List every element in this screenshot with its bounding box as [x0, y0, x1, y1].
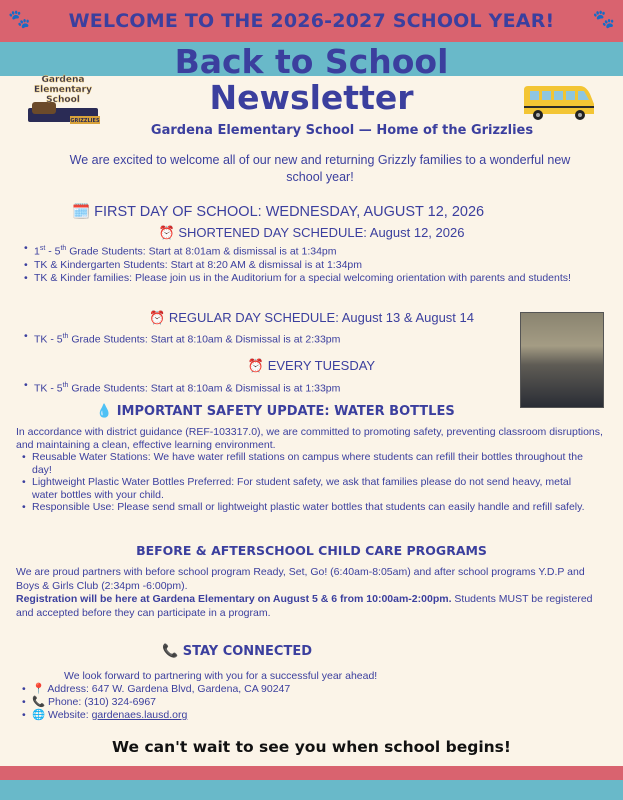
list-item: • 1st - 5th Grade Students: Start at 8:01am & dismissal is at 1:34pm [24, 242, 584, 259]
first-day-heading [72, 203, 572, 220]
website-link[interactable]: gardenaes.lausd.org [91, 709, 188, 721]
closing-message: We can't wait to see you when school begins! [112, 738, 511, 756]
contact-list [22, 683, 422, 722]
footer-band-pink [0, 766, 623, 780]
alarm-clock-icon: ⏰ [149, 310, 166, 325]
calendar-icon: 🗓️ [72, 204, 91, 220]
intro-text: We are excited to welcome all of our new and returning Grizzly families to a wonderful new school year! [69, 153, 571, 184]
safety-heading: 💧 IMPORTANT SAFETY UPDATE: WATER BOTTLES [96, 404, 455, 419]
svg-text:Elementary: Elementary [34, 85, 92, 95]
tuesday-schedule-heading: ⏰ EVERY TUESDAY [247, 358, 376, 373]
tuesday-list [24, 379, 504, 396]
list-item: • TK - 5th Grade Students: Start at 8:10am & Dismissal is at 2:33pm [24, 330, 504, 347]
phone-icon: 📞 [162, 644, 179, 659]
child-care-info: We are proud partners with before school program Ready, Set, Go! (6:40am-8:05am) and after school programs Y.D.P and Boys & Girls Club (2:34pm -6:00pm). Registration will be here at Gardena Elementary on August 5 & 6 from 10:00am-2:00pm. Students MUST be registered and accepted before they can participate in a program. [16, 566, 593, 619]
list-item: • TK & Kinder families: Please join us in the Auditorium for a special welcoming orientation with parents and students! [24, 272, 584, 285]
list-item: • TK & Kindergarten Students: Start at 8:20 AM & dismissal is at 1:34pm [24, 259, 584, 272]
website-item: • 🌐 Website: gardenaes.lausd.org [22, 709, 422, 722]
svg-text:School: School [46, 95, 80, 105]
school-tagline: Gardena Elementary School — Home of the Grizzlies [150, 123, 534, 138]
school-logo [22, 72, 104, 130]
welcome-banner [0, 0, 623, 42]
alarm-clock-icon: ⏰ [247, 358, 265, 373]
address-item: • 📍 Address: 647 W. Gardena Blvd, Gardena, CA 90247 [22, 683, 422, 696]
shortened-schedule-heading: ⏰ SHORTENED DAY SCHEDULE: August 12, 2026 [158, 225, 465, 240]
stay-connected-heading: 📞 STAY CONNECTED [162, 644, 313, 659]
phone-icon: 📞 [32, 696, 46, 708]
stay-connected-intro: We look forward to partnering with you for a successful year ahead! [64, 670, 378, 682]
first-day-text: FIRST DAY OF SCHOOL: WEDNESDAY, AUGUST 12, 2026 [94, 204, 485, 220]
water-drop-icon: 💧 [96, 404, 113, 419]
regular-schedule-heading: ⏰ REGULAR DAY SCHEDULE: August 13 & August 14 [149, 310, 474, 325]
newsletter-title: Back to School Newsletter [174, 42, 449, 117]
svg-text:GRIZZLIES: GRIZZLIES [70, 118, 100, 124]
safety-list [22, 451, 592, 514]
safety-intro: In accordance with district guidance (REF-103317.0), we are committed to promoting safety, preventing classroom disruptions, and maintaining a clean, effective learning environment. [16, 426, 603, 451]
list-item: • TK - 5th Grade Students: Start at 8:10am & Dismissal is at 1:33pm [24, 379, 504, 396]
globe-icon: 🌐 [32, 709, 46, 721]
child-care-heading: BEFORE & AFTERSCHOOL CHILD CARE PROGRAMS [136, 543, 487, 558]
list-item: • Responsible Use: Please send small or lightweight plastic water bottles that students can easily handle and refill safely. [22, 501, 592, 514]
alarm-clock-icon: ⏰ [158, 225, 175, 240]
footer-band-teal [0, 780, 623, 800]
phone-item: • 📞 Phone: (310) 324-6967 [22, 696, 422, 709]
list-item: • Reusable Water Stations: We have water refill stations on campus where students can refill their bottles throughout the day! [22, 451, 592, 476]
welcome-title: WELCOME TO THE 2026-2027 SCHOOL YEAR! [68, 10, 555, 32]
regular-list [24, 330, 504, 347]
cafeteria-photo [520, 312, 604, 408]
list-item: • Lightweight Plastic Water Bottles Preferred: For student safety, we ask that families please do not send heavy, metal water bottles with your child. [22, 476, 592, 501]
paw-icon: 🐾 [8, 9, 31, 29]
paw-icon: 🐾 [592, 9, 615, 29]
school-bus-icon [520, 82, 598, 122]
svg-text:Gardena: Gardena [41, 75, 85, 85]
pin-icon: 📍 [32, 683, 46, 695]
shortened-list [24, 242, 584, 285]
